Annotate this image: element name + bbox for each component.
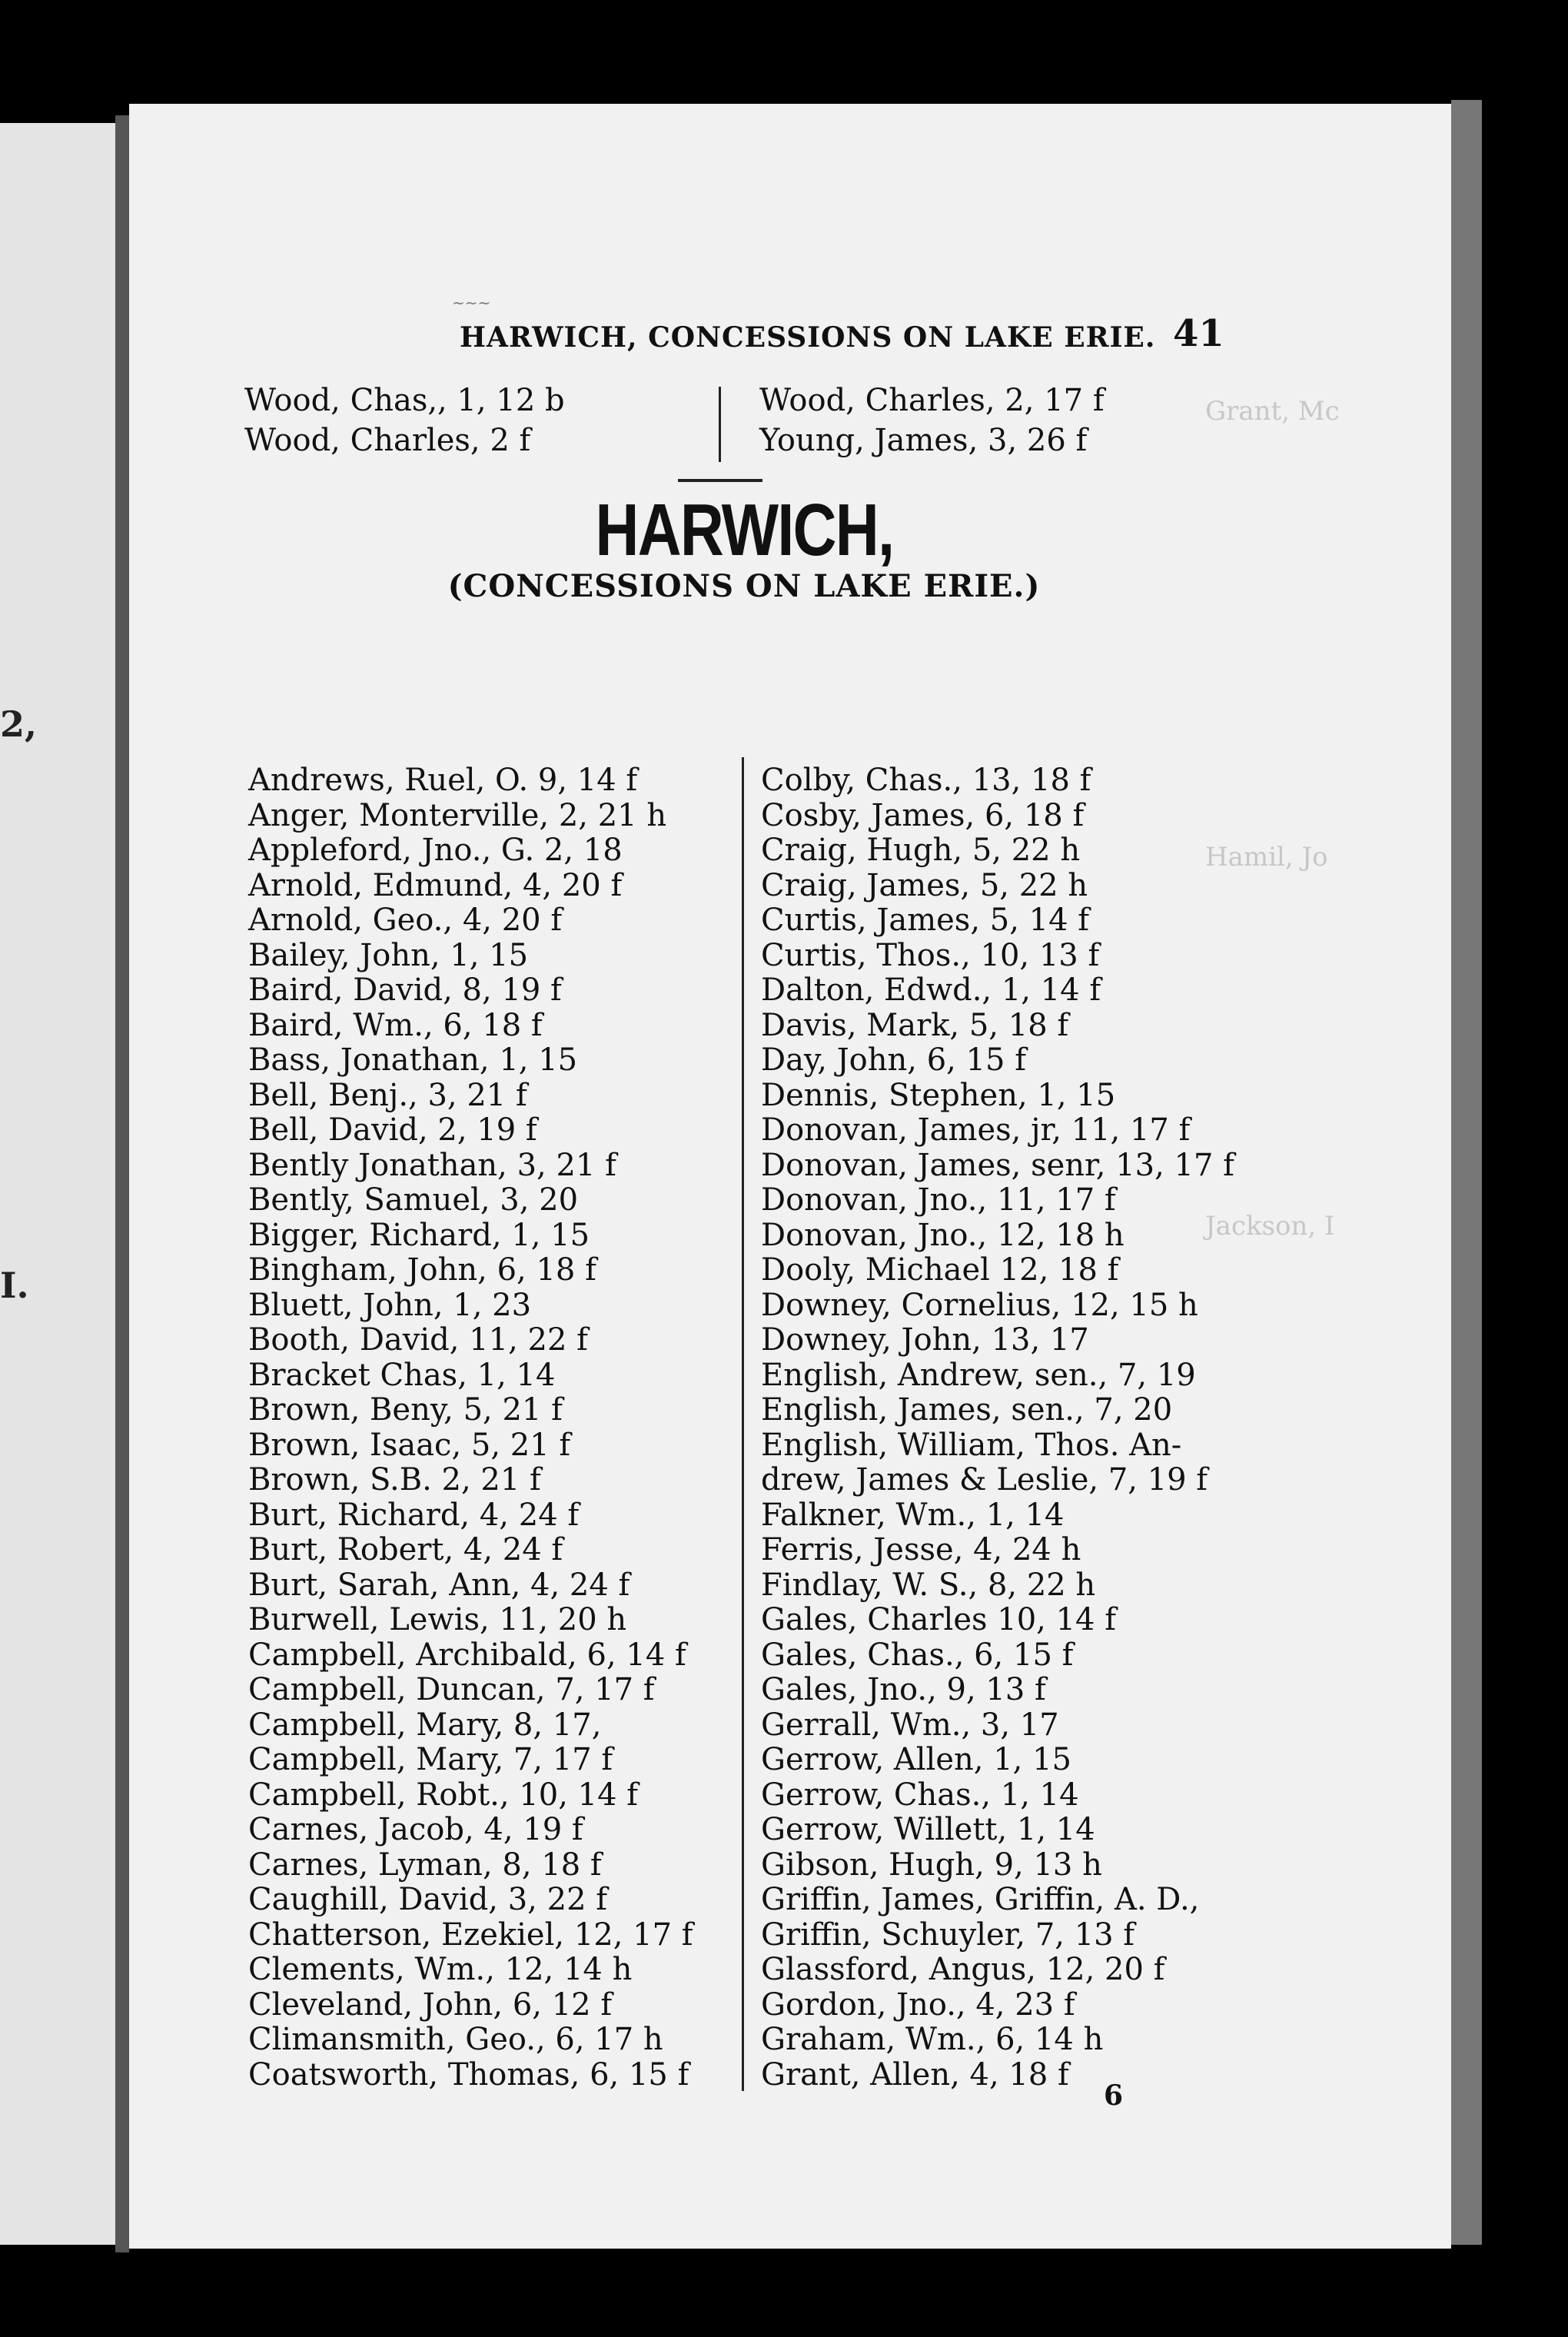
- list-item: Cleveland, John, 6, 12 f: [248, 1986, 613, 2023]
- list-item: Day, John, 6, 15 f: [761, 1042, 1026, 1078]
- list-item: Bass, Jonathan, 1, 15: [248, 1042, 578, 1078]
- bleed-through-text: Grant, Mc: [1205, 396, 1340, 427]
- left-column: [248, 763, 693, 2093]
- list-item: Anger, Monterville, 2, 21 h: [248, 797, 667, 833]
- list-item: Griffin, Schuyler, 7, 13 f: [761, 1916, 1135, 1953]
- list-item: Donovan, Jno., 11, 17 f: [761, 1182, 1116, 1218]
- list-item: Downey, John, 13, 17: [761, 1322, 1089, 1358]
- page-number: 41: [1173, 312, 1224, 355]
- list-item: Findlay, W. S., 8, 22 h: [761, 1567, 1096, 1603]
- list-item: Curtis, James, 5, 14 f: [761, 903, 1090, 938]
- list-item: Grant, Allen, 4, 18 f: [761, 2056, 1069, 2093]
- list-item: Davis, Mark, 5, 18 f: [761, 1007, 1069, 1043]
- list-item: Burt, Richard, 4, 24 f: [248, 1497, 580, 1533]
- page-edge-shadow: [1451, 100, 1482, 2245]
- list-item: Booth, David, 11, 22 f: [248, 1322, 588, 1358]
- list-item: Bently Jonathan, 3, 21 f: [248, 1147, 616, 1183]
- list-item: Craig, Hugh, 5, 22 h: [761, 833, 1081, 868]
- bleed-through-text: Hamil, Jo: [1205, 842, 1328, 873]
- list-item: Gerrow, Chas., 1, 14: [761, 1777, 1079, 1813]
- list-item: Curtis, Thos., 10, 13 f: [761, 937, 1100, 973]
- list-item: Bigger, Richard, 1, 15: [248, 1217, 590, 1253]
- list-item: Bell, David, 2, 19 f: [248, 1112, 537, 1148]
- list-item: Gerrall, Wm., 3, 17: [761, 1707, 1059, 1743]
- page-gutter: [115, 115, 129, 2252]
- list-item: English, Andrew, sen., 7, 19: [761, 1357, 1196, 1393]
- list-item: Gordon, Jno., 4, 23 f: [761, 1986, 1075, 2023]
- list-item: Arnold, Geo., 4, 20 f: [248, 903, 563, 938]
- facing-page-mark: 2,: [0, 703, 38, 745]
- list-item: Colby, Chas., 13, 18 f: [761, 763, 1091, 798]
- signature-mark: 6: [1104, 2079, 1124, 2112]
- list-item: Donovan, James, senr, 13, 17 f: [761, 1147, 1234, 1183]
- list-item: Dooly, Michael 12, 18 f: [761, 1252, 1119, 1288]
- list-item: Campbell, Mary, 8, 17,: [248, 1707, 602, 1743]
- list-item: Gerrow, Willett, 1, 14: [761, 1812, 1095, 1847]
- list-item: Dalton, Edwd., 1, 14 f: [761, 972, 1101, 1008]
- list-item: Brown, S.B. 2, 21 f: [248, 1462, 541, 1498]
- list-item: Bently, Samuel, 3, 20: [248, 1182, 579, 1218]
- list-item: Campbell, Archibald, 6, 14 f: [248, 1637, 686, 1673]
- list-item: Bracket Chas, 1, 14: [248, 1357, 556, 1393]
- list-item: Carnes, Lyman, 8, 18 f: [248, 1847, 602, 1883]
- list-item: Wood, Charles, 2, 17 f: [759, 383, 1105, 418]
- facing-page-mark: I.: [0, 1265, 29, 1306]
- list-item: Gibson, Hugh, 9, 13 h: [761, 1847, 1102, 1883]
- list-item: Downey, Cornelius, 12, 15 h: [761, 1287, 1198, 1323]
- list-item: Ferris, Jesse, 4, 24 h: [761, 1532, 1081, 1567]
- list-item: Campbell, Mary, 7, 17 f: [248, 1742, 613, 1777]
- right-column: [761, 763, 1234, 2093]
- continued-right-column: [759, 381, 1105, 460]
- facing-page-edge: [0, 123, 129, 2245]
- list-item: Donovan, Jno., 12, 18 h: [761, 1217, 1125, 1253]
- list-item: Coatsworth, Thomas, 6, 15 f: [248, 2056, 689, 2093]
- list-item: Burt, Robert, 4, 24 f: [248, 1532, 563, 1567]
- list-item: Dennis, Stephen, 1, 15: [761, 1077, 1116, 1113]
- list-item: Andrews, Ruel, O. 9, 14 f: [248, 763, 638, 798]
- list-item: Cosby, James, 6, 18 f: [761, 797, 1085, 833]
- list-item: Brown, Isaac, 5, 21 f: [248, 1427, 571, 1463]
- list-item: drew, James & Leslie, 7, 19 f: [761, 1462, 1208, 1498]
- list-item: Bingham, John, 6, 18 f: [248, 1252, 596, 1288]
- list-item: Chatterson, Ezekiel, 12, 17 f: [248, 1916, 693, 1953]
- list-item: Campbell, Robt., 10, 14 f: [248, 1777, 639, 1813]
- list-item: Climansmith, Geo., 6, 17 h: [248, 2022, 663, 2057]
- list-item: Bell, Benj., 3, 21 f: [248, 1077, 527, 1113]
- list-item: Graham, Wm., 6, 14 h: [761, 2022, 1104, 2057]
- column-divider: [719, 387, 721, 462]
- list-item: Bluett, John, 1, 23: [248, 1287, 532, 1323]
- header-title: HARWICH, CONCESSIONS ON LAKE ERIE.: [460, 321, 1156, 354]
- list-item: Carnes, Jacob, 4, 19 f: [248, 1812, 583, 1847]
- list-item: Gales, Charles 10, 14 f: [761, 1602, 1117, 1637]
- list-item: Caughill, David, 3, 22 f: [248, 1882, 608, 1917]
- section-title: HARWICH,: [595, 489, 893, 571]
- list-item: Falkner, Wm., 1, 14: [761, 1497, 1065, 1533]
- list-item: Burwell, Lewis, 11, 20 h: [248, 1602, 627, 1637]
- pencil-annotation: ~~~: [452, 294, 491, 312]
- bleed-through-text: Jackson, I: [1205, 1211, 1335, 1242]
- list-item: Burt, Sarah, Ann, 4, 24 f: [248, 1567, 630, 1603]
- list-item: Gerrow, Allen, 1, 15: [761, 1742, 1071, 1777]
- list-item: Griffin, James, Griffin, A. D.,: [761, 1882, 1200, 1917]
- list-item: Craig, James, 5, 22 h: [761, 867, 1088, 903]
- list-item: Baird, Wm., 6, 18 f: [248, 1007, 543, 1043]
- section-rule: [678, 479, 762, 482]
- list-item: English, James, sen., 7, 20: [761, 1392, 1173, 1428]
- list-item: Gales, Chas., 6, 15 f: [761, 1637, 1074, 1673]
- list-item: Campbell, Duncan, 7, 17 f: [248, 1672, 655, 1707]
- list-item: Young, James, 3, 26 f: [759, 423, 1088, 458]
- list-item: Wood, Charles, 2 f: [244, 423, 531, 458]
- list-item: Appleford, Jno., G. 2, 18: [248, 833, 623, 868]
- list-item: Brown, Beny, 5, 21 f: [248, 1392, 563, 1428]
- section-subtitle: (CONCESSIONS ON LAKE ERIE.): [447, 568, 1041, 604]
- list-item: Bailey, John, 1, 15: [248, 937, 529, 973]
- section-heading: [129, 488, 1451, 604]
- list-item: Wood, Chas,, 1, 12 b: [244, 383, 565, 418]
- continued-left-column: [244, 381, 565, 460]
- list-item: Baird, David, 8, 19 f: [248, 972, 562, 1008]
- running-header: [129, 294, 1451, 383]
- list-item: Clements, Wm., 12, 14 h: [248, 1952, 633, 1987]
- list-item: English, William, Thos. An-: [761, 1427, 1182, 1463]
- list-item: Donovan, James, jr, 11, 17 f: [761, 1112, 1191, 1148]
- document-page: [129, 104, 1451, 2249]
- list-item: Arnold, Edmund, 4, 20 f: [248, 867, 623, 903]
- list-item: Gales, Jno., 9, 13 f: [761, 1672, 1046, 1707]
- list-item: Glassford, Angus, 12, 20 f: [761, 1952, 1165, 1987]
- column-divider: [742, 757, 744, 2091]
